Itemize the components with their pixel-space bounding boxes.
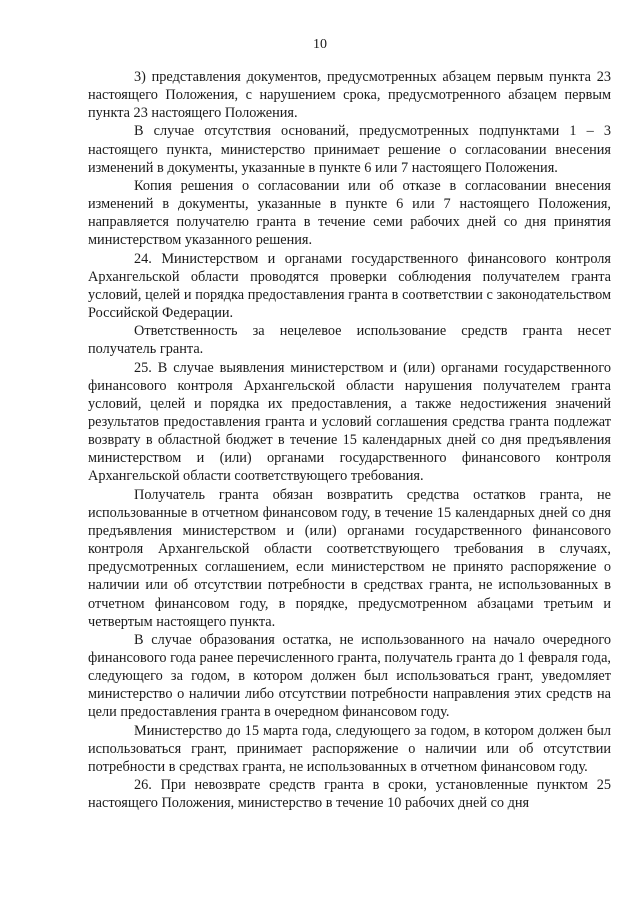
- paragraph-clause-25: 25. В случае выявления министерством и (или) органами государственного финансового контроля Архангельской области нарушения получателем гранта условий, целей и порядка их предоставления, а также недостижения значений результатов предоставления гранта и условий соглашения средства гранта подлежат возврату в областной бюджет в течение 15 календарных дней со дня предъявления министерством и (или) органами государственного финансового контроля Архангельской области соответствующего требования.: [88, 359, 611, 485]
- page-number: 10: [313, 37, 327, 52]
- paragraph-responsibility: Ответственность за нецелевое использование средств гранта несет получатель гранта.: [88, 323, 611, 358]
- paragraph-clause-26: 26. При невозврате средств гранта в сроки, установленные пунктом 25 настоящего Положения, министерство в течение 10 рабочих дней со дня: [88, 777, 611, 812]
- paragraph-return-obligation: Получатель гранта обязан возвратить средства остатков гранта, не использованные в отчетном финансовом году, в течение 15 календарных дней со дня предъявления министерством и (или) органами государственного финансового контроля Архангельской области соответствующего требования в случаях, предусмотренных соглашением, если министерством не принято распоряжение о наличии или об отсутствии потребности в средствах гранта, не использованных в отчетном финансовом году, в порядке, предусмотренном абзацами третьим и четвертым настоящего пункта.: [88, 486, 611, 630]
- document-body: [88, 68, 611, 812]
- paragraph-ministry-decision: Министерство до 15 марта года, следующего за годом, в котором должен был использоваться грант, принимает распоряжение о наличии или об отсутствии потребности в средствах гранта, не использованных в отчетном финансовом году.: [88, 722, 611, 775]
- paragraph-decision-copy: Копия решения о согласовании или об отказе в согласовании внесения изменений в документы, указанные в пункте 6 или 7 настоящего Положения, направляется получателю гранта в течение семи рабочих дней со дня принятия министерством указанного решения.: [88, 177, 611, 249]
- paragraph-clause-24: 24. Министерством и органами государственного финансового контроля Архангельской области проводятся проверки соблюдения получателем гранта условий, целей и порядка предоставления гранта в соответствии с законодательством Российской Федерации.: [88, 250, 611, 322]
- paragraph-remainder: В случае образования остатка, не использованного на начало очередного финансового года ранее перечисленного гранта, получатель гранта до 1 февраля года, следующего за годом, в котором должен был использоваться грант, уведомляет министерство о наличии либо отсутствии потребности направления этих средств на цели предоставления гранта в очередном финансовом году.: [88, 631, 612, 721]
- paragraph-no-grounds: В случае отсутствия оснований, предусмотренных подпунктами 1 – 3 настоящего пункта, министерство принимает решение о согласовании внесения изменений в документы, указанные в пункте 6 или 7 настоящего Положения.: [88, 123, 611, 176]
- paragraph-item-3-subpoint: 3) представления документов, предусмотренных абзацем первым пункта 23 настоящего Положения, с нарушением срока, предусмотренного абзацем первым пункта 23 настоящего Положения.: [88, 69, 611, 122]
